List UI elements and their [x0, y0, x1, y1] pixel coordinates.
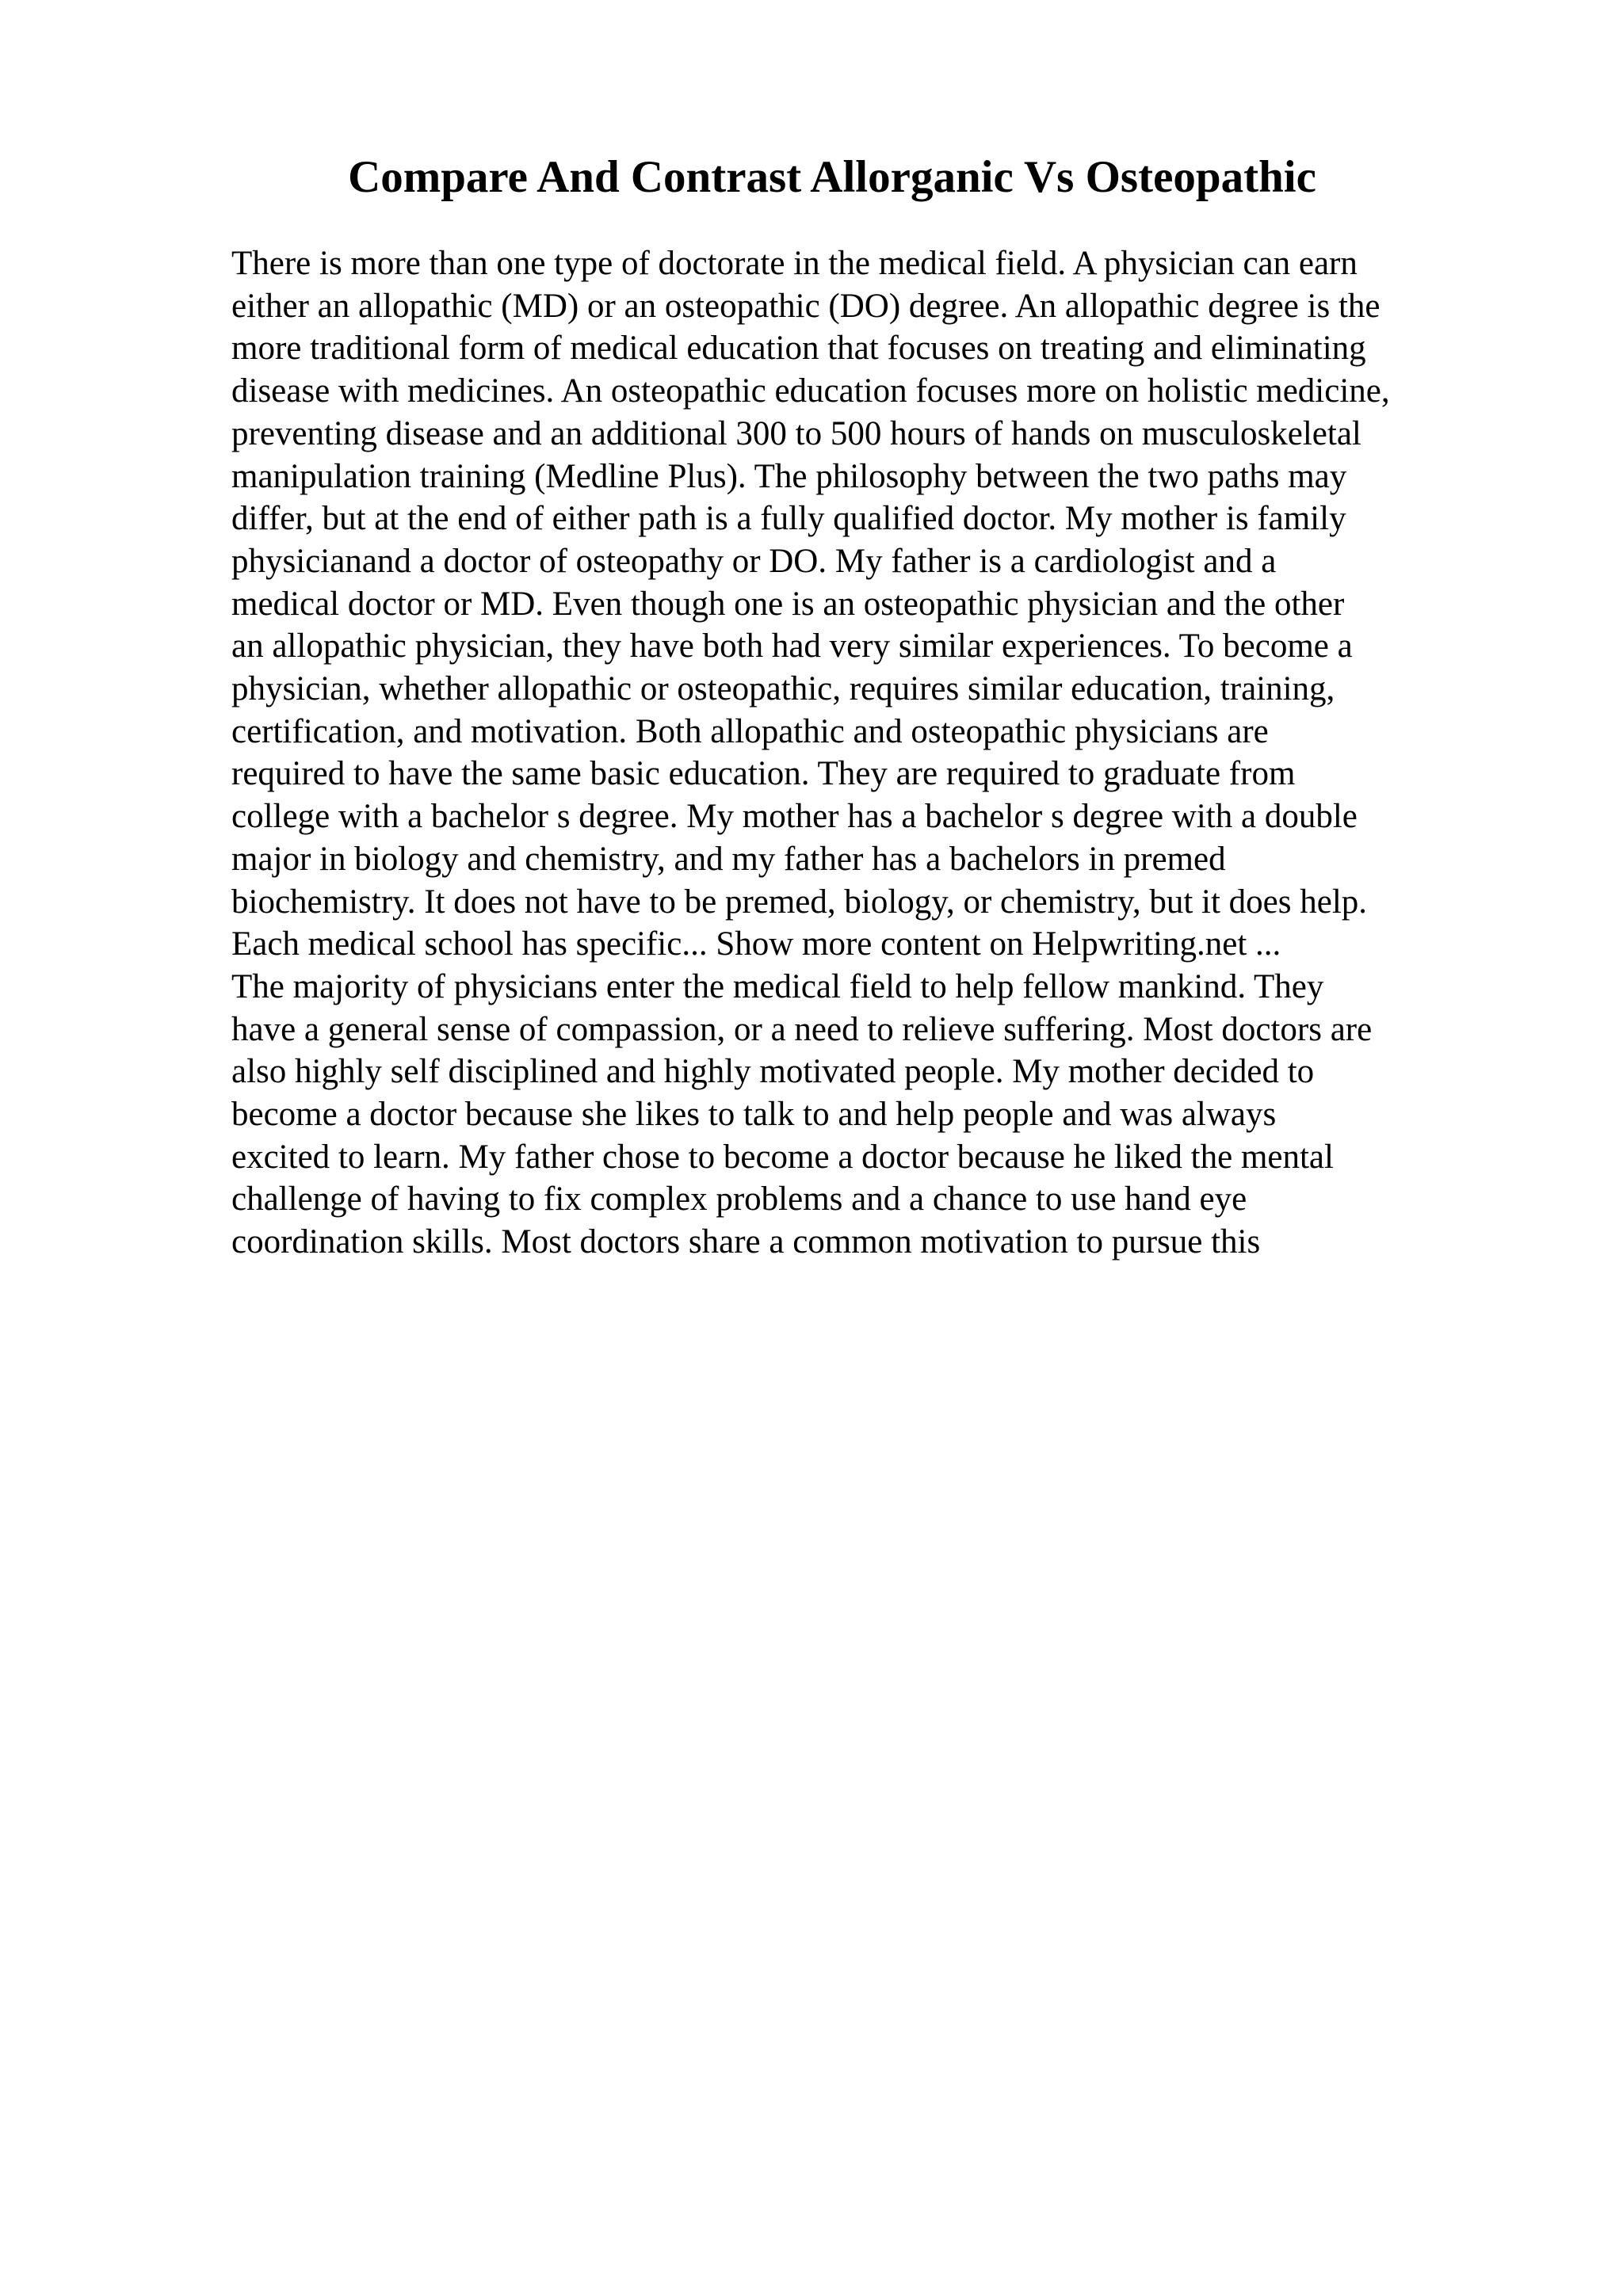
body-line: disease with medicines. An osteopathic education focuses more on holistic medicine,: [231, 372, 1390, 410]
body-line: certification, and motivation. Both allopathic and osteopathic physicians are: [231, 712, 1269, 750]
body-line: also highly self disciplined and highly motivated people. My mother decided to: [231, 1053, 1315, 1091]
body-line: medical doctor or MD. Even though one is an osteopathic physician and the other: [231, 585, 1345, 623]
body-line: preventing disease and an additional 300 to 500 hours of hands on musculoskeletal: [231, 414, 1361, 452]
body-line: manipulation training (Medline Plus). The philosophy between the two paths may: [231, 457, 1347, 495]
document-title: Compare And Contrast Allorganic Vs Osteopathic: [348, 152, 1316, 202]
body-line: college with a bachelor s degree. My mother has a bachelor s degree with a double: [231, 798, 1358, 836]
body-line: Each medical school has specific... Show more content on Helpwriting.net ...: [231, 925, 1281, 963]
body-line: biochemistry. It does not have to be premed, biology, or chemistry, but it does help.: [231, 883, 1368, 921]
body-line: required to have the same basic education. They are required to graduate from: [231, 755, 1296, 793]
body-line: an allopathic physician, they have both had very similar experiences. To become a: [231, 627, 1353, 666]
body-line: physician, whether allopathic or osteopathic, requires similar education, training,: [231, 670, 1335, 708]
body-line: have a general sense of compassion, or a need to relieve suffering. Most doctors are: [231, 1010, 1373, 1048]
body-line: either an allopathic (MD) or an osteopathic (DO) degree. An allopathic degree is the: [231, 287, 1381, 325]
body-line: become a doctor because she likes to talk to and help people and was always: [231, 1096, 1277, 1134]
body-line: excited to learn. My father chose to become a doctor because he liked the mental: [231, 1138, 1334, 1176]
body-line: The majority of physicians enter the medical field to help fellow mankind. They: [231, 967, 1324, 1005]
body-line: differ, but at the end of either path is a fully qualified doctor. My mother is family: [231, 500, 1346, 538]
body-line: There is more than one type of doctorate in the medical field. A physician can earn: [231, 245, 1358, 282]
body-line: coordination skills. Most doctors share a common motivation to pursue this: [231, 1223, 1261, 1261]
document-body: [231, 242, 1594, 1264]
body-line: more traditional form of medical education that focuses on treating and eliminating: [231, 330, 1366, 368]
body-line: major in biology and chemistry, and my father has a bachelors in premed: [231, 840, 1226, 878]
body-line: challenge of having to fix complex problems and a chance to use hand eye: [231, 1180, 1247, 1219]
body-line: physicianand a doctor of osteopathy or DO. My father is a cardiologist and a: [231, 542, 1277, 580]
